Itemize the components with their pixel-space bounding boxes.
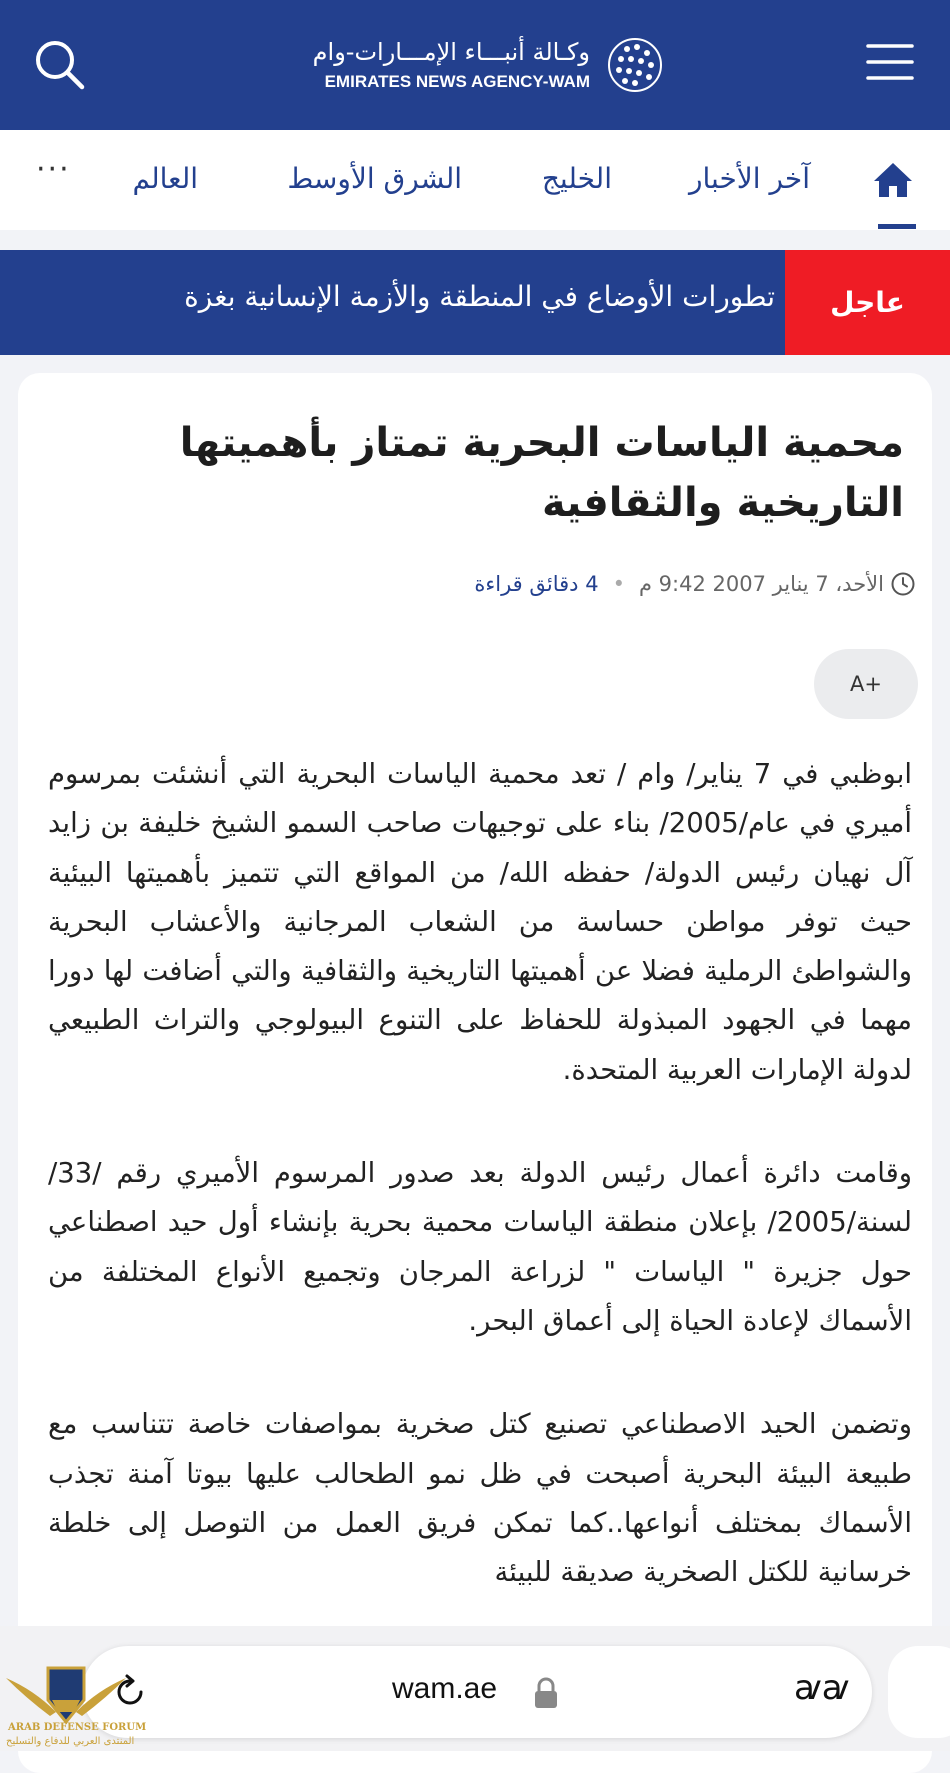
article-date: الأحد، 7 يناير 2007 9:42 م — [638, 572, 884, 596]
menu-button[interactable] — [860, 38, 920, 88]
wam-logo[interactable] — [285, 30, 665, 100]
address-bar[interactable] — [82, 1646, 872, 1738]
article-body — [48, 750, 912, 1651]
article-paragraph: وقامت دائرة أعمال رئيس الدولة بعد صدور المرسوم الأميري رقم /33/ لسنة/2005/ بإعلان منطقة الياسات محمية بحرية بإنشاء أول حيد اصطناعي حول جزيرة " الياسات " لزراعة المرجان وتجميع الأنواع المختلفة من الأسماك لإعادة الحياة إلى أعماق البحر. — [48, 1157, 912, 1337]
article-paragraph: ابوظبي في 7 يناير/ وام / تعد محمية الياسات البحرية التي أنشئت بمرسوم أميري في عام/2005/ بناء على توجيهات صاحب السمو الشيخ خليفة بن زايد آل نهيان رئيس الدولة/ حفظه الله/ من المواقع التي تتميز بأهميتها البيئية حيث توفر مواطن حساسة من الشعاب المرجانية والأعشاب البحرية والشواطئ الرملية فضلا عن أهميتها التاريخية والثقافية والتي أضافت لها دورا مهما في الجهود المبذولة للحفاظ على التنوع البيولوجي والتراث الطبيعي لدولة الإمارات العربية المتحدة. — [48, 758, 912, 1086]
breaking-label: عاجل — [785, 250, 950, 355]
nav-item-world[interactable]: العالم — [132, 162, 198, 195]
nav-home-button[interactable] — [868, 155, 918, 205]
meta-separator: • — [612, 572, 625, 596]
nav-item-middle-east[interactable]: الشرق الأوسط — [287, 162, 462, 195]
nav-item-latest-news[interactable]: آخر الأخبار — [689, 162, 810, 195]
hamburger-icon — [860, 38, 920, 88]
forum-watermark-arabic: المنتدى العربي للدفاع والتسليح — [6, 1736, 135, 1747]
font-size-button[interactable]: A+ — [814, 649, 918, 719]
article-card — [18, 373, 932, 1773]
category-nav — [0, 130, 950, 230]
home-icon — [868, 155, 918, 205]
adjacent-tab-pill[interactable] — [888, 1646, 950, 1738]
logo-english-text: EMIRATES NEWS AGENCY-WAM — [324, 72, 590, 91]
reader-aa-button[interactable]: ꜹꜹ — [794, 1668, 850, 1708]
search-icon — [30, 35, 90, 95]
globe-logo-icon — [605, 35, 665, 95]
logo-arabic-text: وكـالة أنبـــاء الإمـــارات-وام — [312, 38, 590, 66]
clock-icon — [890, 571, 916, 597]
app-header — [0, 0, 950, 130]
forum-watermark-emblem-icon — [4, 1650, 128, 1750]
nav-active-indicator — [878, 224, 916, 229]
article-meta — [474, 566, 916, 602]
article-title: محمية الياسات البحرية تمتاز بأهميتها التاريخية والثقافية — [179, 420, 904, 526]
nav-item-gulf[interactable]: الخليج — [541, 162, 612, 195]
nav-more-button[interactable]: ··· — [36, 152, 71, 187]
forum-watermark-english: ARAB DEFENSE FORUM — [8, 1722, 147, 1733]
url-text[interactable]: wam.ae — [392, 1672, 498, 1705]
search-button[interactable] — [30, 35, 90, 95]
article-paragraph: وتضمن الحيد الاصطناعي تصنيع كتل صخرية بمواصفات خاصة تتناسب مع طبيعة البيئة البحرية أصبحت في ظل نمو الطحالب عليها بيوتا آمنة تجذب الأسماك بمختلف أنواعها..كما تمكن فريق العمل من التوصل إلى خلطة خرسانية للكتل الصخرية صديقة للبيئة — [48, 1408, 912, 1589]
breaking-news-ticker[interactable] — [0, 250, 950, 355]
read-time: 4 دقائق قراءة — [474, 572, 599, 596]
lock-icon — [532, 1676, 560, 1710]
ticker-headline[interactable]: تطورات الأوضاع في المنطقة والأزمة الإنسانية بغزة — [184, 280, 775, 313]
